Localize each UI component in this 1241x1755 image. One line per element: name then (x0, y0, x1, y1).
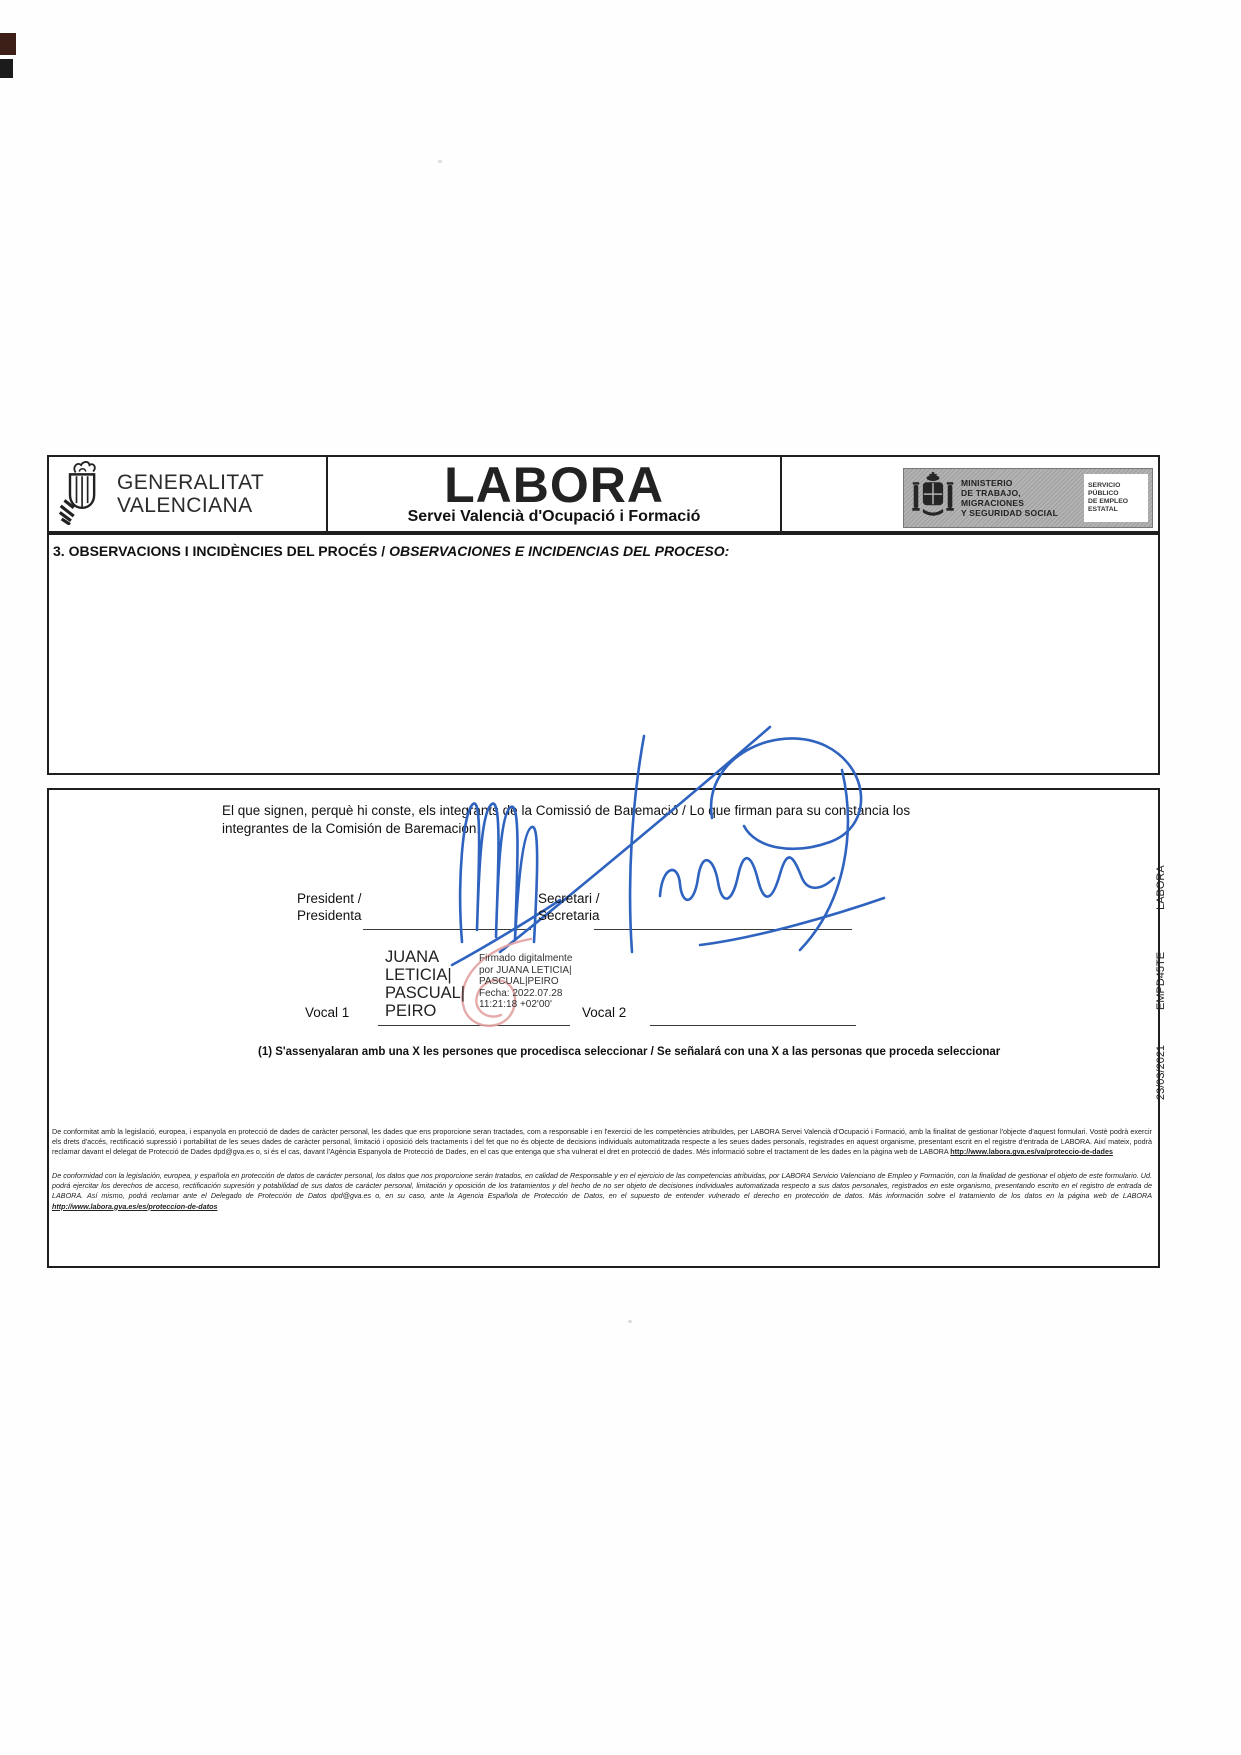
gv-wordmark-line1: GENERALITAT (117, 471, 265, 494)
sepe-line: DE EMPLEO ESTATAL (1088, 498, 1129, 513)
digital-signature-name (385, 948, 465, 1020)
generalitat-coat-of-arms-icon (57, 459, 109, 530)
digital-signature-detail-line: 11:21:18 +02'00' (479, 999, 552, 1011)
sepe-logo-block (1084, 474, 1148, 522)
form-code: EMPD45TE (1155, 951, 1167, 1010)
observations-title-ca: 3. OBSERVACIONS I INCIDÈNCIES DEL PROCÉS / (53, 543, 390, 559)
scan-artifact (0, 59, 13, 78)
legal-text-catalan (52, 1127, 1152, 1158)
digital-signature-detail-line: Firmado digitalmente (479, 953, 573, 964)
observations-box (47, 533, 1160, 775)
legal-link-catalan: http://www.labora.gva.es/va/proteccio-de-dades (950, 1147, 1113, 1157)
president-label-line1: President / (297, 891, 362, 906)
legal-link-spanish: http://www.labora.gva.es/es/proteccion-de-datos (52, 1201, 218, 1211)
observations-title-es: OBSERVACIONES E INCIDENCIAS DEL PROCESO: (389, 543, 730, 559)
vocal2-label: Vocal 2 (582, 1005, 627, 1020)
generalitat-cell (49, 457, 328, 531)
vocal2-signature-line (650, 1025, 856, 1026)
secretary-signature-line (594, 929, 852, 930)
legal-text-spanish (52, 1171, 1152, 1212)
ministry-name-line: DE TRABAJO, MIGRACIONES (961, 488, 1025, 508)
president-signature-line (363, 929, 531, 930)
ministry-logo-block (903, 468, 1153, 528)
labora-tagline: Servei Valencià d'Ocupació i Formació (407, 507, 701, 525)
president-label (297, 890, 362, 924)
sepe-line: SERVICIO PÚBLICO (1088, 482, 1121, 497)
labora-cell (328, 457, 782, 531)
signing-intro-paragraph: El que signen, perquè hi conste, els integrants de la Comissió de Baremació / Lo que firman para su constancia los integrantes de la Comisión de Baremación. (222, 803, 911, 836)
scan-artifact (0, 33, 16, 55)
legal-text-spanish-body: De conformidad con la legislación, europea, y española en protección de datos de carácter personal, los datos que nos proporcione serán tratados, en calidad de Responsable y en el ejercicio de las competencias atribuidas, por LABORA Servicio Valenciano de Empleo y Formación, con la finalidad de gestionar el objeto de este formulario. Ud. podrá ejercitar los derechos de acceso, rectificación supresión y potabilidad de sus datos de carácter personal, limitación y oposición de los tratamientos y del hecho de no ser objeto de decisiones individuales automatizada respecto a sus datos personales, registrados en este organismo, presentando escrito en el registro de entrada de LABORA. Así mismo, podrá reclamar ante el Delegado de Protección de Datos dpd@gva.es o, en su caso, ante la Agencia Española de Protección de Datos, en el supuesto de entender vulnerado el derecho en protección de datos. Más información sobre el tratamiento de los datos en la página web de LABORA (52, 1171, 1152, 1201)
labora-logo: LABORA (444, 456, 664, 513)
digital-signature-detail-line: Fecha: 2022.07.28 (479, 987, 563, 999)
secretary-label (538, 890, 600, 924)
ministry-name-line: MINISTERIO (961, 478, 1013, 488)
digital-signature-name-line: JUANA (385, 948, 440, 966)
form-code-vertical (1155, 865, 1168, 1010)
digital-signature-name-line: PASCUAL| (385, 984, 466, 1002)
digital-signature-details (479, 953, 572, 1011)
digital-signature-name-line: LETICIA| (385, 966, 452, 984)
secretary-label-line1: Secretari / (538, 891, 600, 906)
form-header (47, 455, 1160, 533)
ministry-name-line: Y SEGURIDAD SOCIAL (961, 508, 1058, 518)
form-date-vertical: 23/03/2021 (1155, 1044, 1167, 1100)
digital-signature-detail-line: PASCUAL|PEIRO (479, 976, 559, 988)
digital-signature-name-line: PEIRO (385, 1002, 437, 1020)
vocal1-label: Vocal 1 (305, 1005, 350, 1020)
ministry-cell (782, 457, 1158, 531)
selection-footnote: (1) S'assenyalaran amb una X les persones que procedisca seleccionar / Se señalará con una X a las personas que proceda seleccionar (258, 1046, 1001, 1058)
gv-wordmark-line2: VALENCIANA (117, 494, 253, 517)
spain-coat-of-arms-icon (910, 471, 956, 526)
form-code-brand: LABORA (1155, 865, 1167, 910)
secretary-label-line2: Secretaria (538, 908, 600, 923)
digital-signature-detail-line: por JUANA LETICIA| (479, 964, 572, 976)
vocal1-signature-line (378, 1025, 570, 1026)
observations-title (53, 543, 729, 559)
president-label-line2: Presidenta (297, 908, 362, 923)
scan-speck (628, 1320, 632, 1323)
legal-text-catalan-body: De conformitat amb la legislació, europea, i espanyola en protecció de dades de caràcter personal, les dades que ens proporcione seran tractades, com a responsable i en l'exercici de les competències atribuïdes, per LABORA Servei Valencià d'Ocupació i Formació, amb la finalitat de gestionar l'objecte d'aquest formulari. Vostè podrà exercir els drets d'accés, rectificació supressió i portabilitat de les seues dades de caràcter personal, limitació i oposició dels tractaments i del fet que no és objecte de decisions individuals automatitzada respecte a les seues dades personals, registrades en aquest organisme, presentant escrit en el registre d'entrada de LABORA. Així mateix, podrà reclamar davant el delegat de Protecció de Dades dpd@gva.es o, si és el cas, davant l'Agència Espanyola de Protecció de Dades, en el cas que entenga que s'ha vulnerat el dret en protecció de dades. Més informació sobre el tractament de les dades en la pàgina web de LABORA (52, 1127, 1152, 1157)
scan-speck (438, 160, 442, 163)
